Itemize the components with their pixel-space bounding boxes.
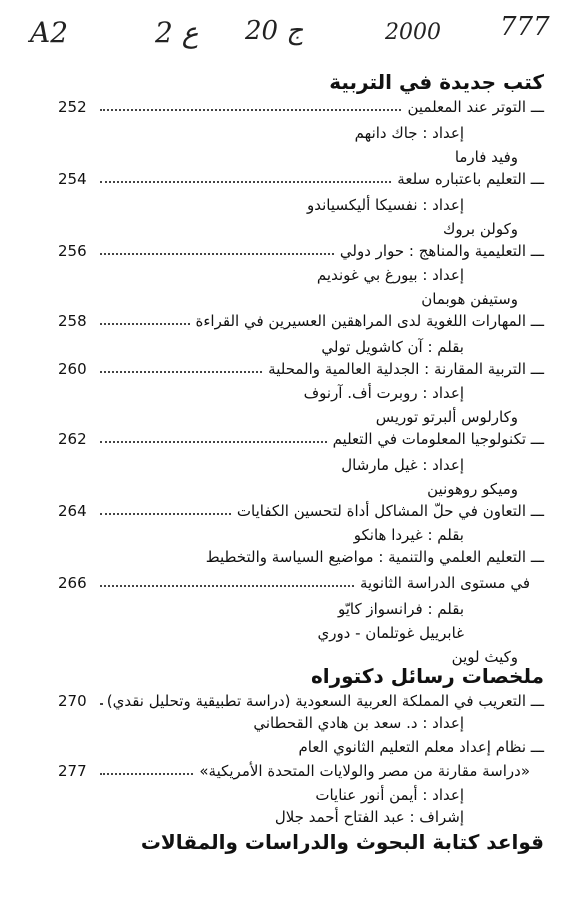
entry-author: إعداد : نفسيكا أليكسياندو (306, 196, 464, 214)
dot-leader (100, 108, 401, 111)
handwritten-year: 2000 (385, 20, 441, 45)
dot-leader (100, 512, 231, 515)
entry-author: إعداد : روبرت أف. آرنوف (303, 384, 464, 402)
entry-page: 258 (58, 312, 87, 330)
section-title-dissertations: ملخصات رسائل دكتوراه (310, 664, 544, 688)
entry-author: إعداد : جاك دانهم (354, 124, 464, 142)
toc-entry (58, 310, 544, 330)
handwritten-jdate: 20 ج (245, 16, 304, 46)
entry-page: 262 (58, 430, 87, 448)
toc-entry (58, 690, 544, 710)
entry-author: إعداد : بيورغ بي غونديم (316, 266, 464, 284)
toc-entry (58, 428, 544, 448)
entry-page: 270 (58, 692, 87, 710)
handwritten-code: A2 (30, 16, 69, 49)
entry-author: بقلم : غيردا هانكو (353, 526, 464, 544)
entry-title-continued: «دراسة مقارنة من مصر والولايات المتحدة الأمريكية» (199, 762, 530, 780)
entry-title: ـــ التوتر عند المعلمين (407, 98, 544, 116)
entry-author: وفيد فارما (454, 148, 518, 166)
dot-leader (100, 370, 262, 373)
entry-author: وميكو روهونين (427, 480, 518, 498)
section-title-rules: قواعد كتابة البحوث والدراسات والمقالات (140, 830, 544, 854)
entry-page: 254 (58, 170, 87, 188)
toc-entry (58, 760, 544, 780)
toc-entry (58, 168, 544, 188)
entry-author: إعداد : غيل مارشال (341, 456, 464, 474)
entry-title: ـــ تكنولوجيا المعلومات في التعليم (332, 430, 544, 448)
dot-leader (100, 702, 101, 705)
entry-author: وكارلوس ألبرتو توريس (375, 408, 518, 426)
entry-author: غابرييل غوتلمان - دوري (317, 624, 464, 642)
entry-page: 256 (58, 242, 87, 260)
entry-title: ـــ التربية المقارنة : الجدلية العالمية والمحلية (268, 360, 544, 378)
entry-author: وكولن بروك (443, 220, 518, 238)
section-title-new-books: كتب جديدة في التربية (329, 70, 544, 94)
entry-title: ـــ التعليم العلمي والتنمية : مواضيع السياسة والتخطيط (205, 548, 544, 566)
entry-title: ـــ التعليم باعتباره سلعة (397, 170, 544, 188)
toc-entry (58, 500, 544, 520)
entry-title: ـــ التعليمية والمناهج : حوار دولي (339, 242, 544, 260)
entry-title: ـــ التعاون في حلّ المشاكل أداة لتحسين الكفايات (236, 502, 544, 520)
entry-author: بقلم : آن كاشويل تولي (321, 338, 464, 356)
entry-supervisor: إشراف : عبد الفتاح أحمد جلال (274, 808, 464, 826)
entry-page: 252 (58, 98, 87, 116)
dot-leader (100, 322, 190, 325)
dot-leader (100, 772, 193, 775)
entry-author: إعداد : د. سعد بن هادي القحطاني (253, 714, 464, 732)
dot-leader (100, 252, 334, 255)
entry-author: بقلم : فرانسواز كايّو (337, 600, 464, 618)
handwritten-vol: 2 ع (155, 16, 199, 49)
toc-entry (58, 96, 544, 116)
toc-entry (58, 240, 544, 260)
dot-leader (100, 180, 391, 183)
entry-page: 264 (58, 502, 87, 520)
entry-author: وستيفن هوبمان (421, 290, 518, 308)
entry-page: 260 (58, 360, 87, 378)
entry-author: وكيث لوين (451, 648, 518, 666)
toc-entry (58, 358, 544, 378)
entry-author: إعداد : أيمن أنور عنايات (315, 786, 464, 804)
entry-title: ـــ التعريب في المملكة العربية السعودية (دراسة تطبيقية وتحليل نقدي) (106, 692, 544, 710)
dot-leader (100, 440, 327, 443)
handwritten-number: 777 (500, 12, 550, 42)
dot-leader (100, 584, 354, 587)
entry-page: 266 (58, 574, 87, 592)
entry-title: ـــ نظام إعداد معلم التعليم الثانوي العام (298, 738, 544, 756)
entry-page: 277 (58, 762, 87, 780)
entry-title-continued: في مستوى الدراسة الثانوية (359, 574, 530, 592)
toc-entry (58, 572, 544, 592)
entry-title: ـــ المهارات اللغوية لدى المراهقين العسيرين في القراءة (195, 312, 544, 330)
